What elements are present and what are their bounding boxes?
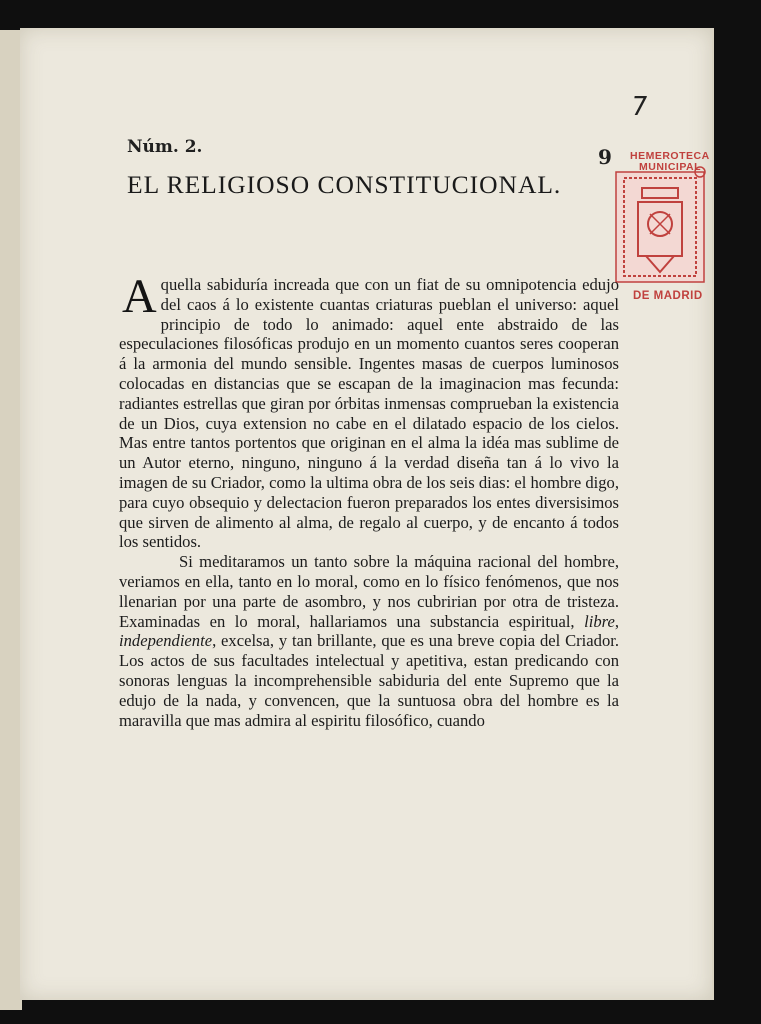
folio-number: 7 [628,92,650,122]
library-stamp [612,148,712,308]
paragraph-1-text: quella sabiduría increada que con un fiat de su omnipotencia edujo del caos á lo existente cuantas criaturas pueblan el universo: aquel principio de todo lo animado: aquel ente abstraido de las especulaciones filosóficas produjo en un momento cuantos seres cooperan á la armonia del mundo sensible. Ingentes masas de cuerpos luminosos colocadas en distancias que se escapan de la imaginacion mas fecunda: radiantes estrellas que giran por órbitas inmensas comprueban la existencia de un Dios, cuya extension no cabe en el dilatado espacio de los cielos. Mas entre tantos portentos que originan en el alma la idéa mas sublime de un Autor eterno, ninguno, ninguno á la verdad diseña tan á lo vivo la imagen de su Criador, como la ultima obra de los seis dias: el hombre digo, para cuyo obsequio y delectacion fueron preparados los entes diversisimos que sirven de alimento al alma, de regalo al cuerpo, y de encanto á todos los sentidos. [119,275,619,552]
stamp-text-top1: HEMEROTECA [630,150,710,162]
separator-comma: , [614,611,619,631]
paragraph-2 [119,552,619,730]
stamp-text-bottom: DE MADRID [633,290,703,302]
paragraph-2-text-a: Si meditaramos un tanto sobre la máquina racional del hombre, veriamos en ella, tanto en lo moral, como en lo físico fenómenos, que nos llenarian por una parte de asombro, y nos cubririan por otra de tristeza. Examinadas en lo moral, hallariamos una substancia espiritual, [119,552,619,631]
page-number: 9 [598,145,612,169]
paragraph-2-text-b: , excelsa, y tan brillante, que es una breve copia del Criador. Los actos de sus facultades intelectual y apetitiva, estan predicando con sonoras lenguas la incomprehensible sabiduria del ente Supremo que la edujo de la nada, y convencen, que la suntuosa obra del hombre es la maravilla que mas admira al espiritu filosófico, cuando [119,631,619,730]
drop-cap: A [122,270,157,323]
italic-word-independiente: independiente [119,631,213,651]
page-title: EL RELIGIOSO CONSTITUCIONAL. [127,170,562,199]
stamp-text-top2: MUNICIPAL [639,161,702,173]
italic-word-libre: libre [584,611,615,631]
paragraph-1 [119,270,619,552]
body-text [119,270,619,730]
facing-page-edge [0,30,22,1010]
issue-number: Núm. 2. [127,137,203,157]
